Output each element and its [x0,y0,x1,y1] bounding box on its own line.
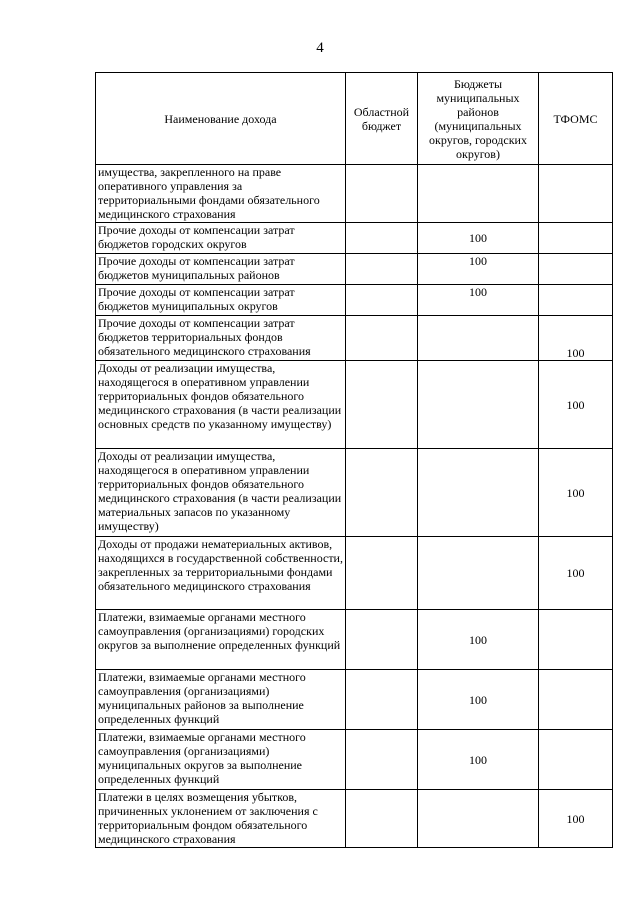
row-name: Платежи, взимаемые органами местного самоуправления (организациями) муниципальных округов за выполнение определенных функций [96,730,346,790]
table-row [96,316,613,361]
row-regional-value [346,254,418,285]
table-row [96,361,613,449]
header-revenue-name: Наименование дохода [96,73,346,165]
row-name: Прочие доходы от компенсации затрат бюджетов муниципальных районов [96,254,346,285]
row-tfoms-value [539,223,613,254]
row-name: Доходы от реализации имущества, находящегося в оперативном управлении территориальных фондов обязательного медицинского страхования (в части реализации материальных запасов по указанному имуществу) [96,449,346,537]
row-municipal-value [418,165,539,223]
row-name: Платежи, взимаемые органами местного самоуправления (организациями) муниципальных районов за выполнение определенных функций [96,670,346,730]
row-tfoms-value: 100 [539,316,613,361]
table-row [96,165,613,223]
row-name: Платежи, взимаемые органами местного самоуправления (организациями) городских округов за выполнение определенных функций [96,610,346,670]
table-row [96,610,613,670]
row-name: Доходы от реализации имущества, находящегося в оперативном управлении территориальных фондов обязательного медицинского страхования (в части реализации основных средств по указанному имуществу) [96,361,346,449]
row-name: имущества, закрепленного на праве оперативного управления за территориальными фондами обязательного медицинского страхования [96,165,346,223]
row-regional-value [346,361,418,449]
row-regional-value [346,790,418,848]
table-header-row [96,73,613,165]
row-tfoms-value: 100 [539,449,613,537]
table-row [96,449,613,537]
header-regional-budget: Областной бюджет [346,73,418,165]
table-row [96,730,613,790]
row-regional-value [346,730,418,790]
row-name: Доходы от продажи нематериальных активов, находящихся в государственной собственности, закрепленных за территориальными фондами обязательного медицинского страхования [96,537,346,610]
row-municipal-value: 100 [418,730,539,790]
table-row [96,790,613,848]
table-row [96,537,613,610]
header-tfoms: ТФОМС [539,73,613,165]
row-regional-value [346,316,418,361]
row-tfoms-value [539,165,613,223]
row-municipal-value [418,316,539,361]
header-municipal-budgets: Бюджеты муниципальных районов (муниципальных округов, городских округов) [418,73,539,165]
row-regional-value [346,285,418,316]
row-regional-value [346,165,418,223]
row-tfoms-value [539,254,613,285]
row-name: Платежи в целях возмещения убытков, причиненных уклонением от заключения с территориальным фондом обязательного медицинского страхования [96,790,346,848]
row-tfoms-value [539,285,613,316]
row-municipal-value [418,537,539,610]
row-municipal-value: 100 [418,254,539,285]
row-municipal-value: 100 [418,670,539,730]
row-tfoms-value [539,730,613,790]
row-regional-value [346,223,418,254]
table-row [96,254,613,285]
row-tfoms-value: 100 [539,790,613,848]
row-regional-value [346,537,418,610]
page-number: 4 [316,40,324,56]
row-name: Прочие доходы от компенсации затрат бюджетов городских округов [96,223,346,254]
row-municipal-value: 100 [418,223,539,254]
row-regional-value [346,449,418,537]
table-row [96,285,613,316]
row-municipal-value [418,361,539,449]
row-municipal-value [418,449,539,537]
row-tfoms-value [539,670,613,730]
row-tfoms-value: 100 [539,537,613,610]
row-tfoms-value: 100 [539,361,613,449]
row-name: Прочие доходы от компенсации затрат бюджетов территориальных фондов обязательного медицинского страхования [96,316,346,361]
row-tfoms-value [539,610,613,670]
row-municipal-value: 100 [418,610,539,670]
row-name: Прочие доходы от компенсации затрат бюджетов муниципальных округов [96,285,346,316]
table-row [96,670,613,730]
row-regional-value [346,610,418,670]
row-municipal-value: 100 [418,285,539,316]
row-municipal-value [418,790,539,848]
revenue-distribution-table [95,72,613,848]
row-regional-value [346,670,418,730]
table-row [96,223,613,254]
